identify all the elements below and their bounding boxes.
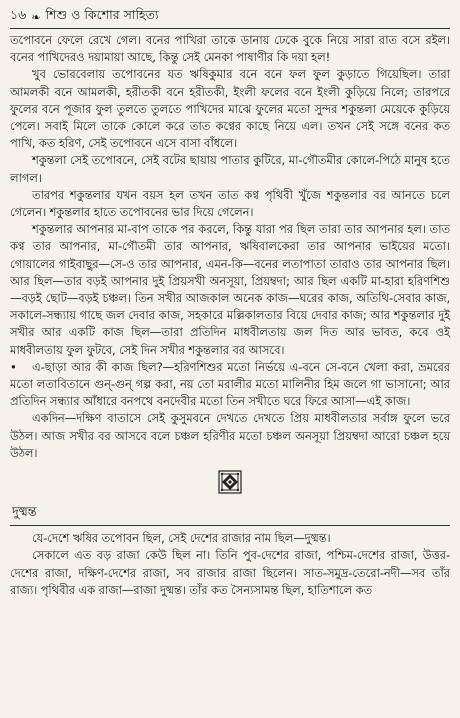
page-number: ১৬ bbox=[10, 7, 27, 22]
chapter-rule bbox=[10, 525, 450, 526]
bullet-dot-icon: • bbox=[10, 359, 17, 374]
chapter-paragraph-1: যে-দেশে ঋষির তপোবন ছিল, সেই দেশের রাজার নাম ছিল—দুষ্মন্ত। bbox=[32, 531, 331, 546]
paragraph-3: শকুন্তলা সেই তপোবনে, সেই বটের ছায়ায় পাতার কুটিরে, মা-গৌতমীর কোলে-পিঠে মানুষ হতে লাগল। bbox=[10, 153, 450, 185]
body-text bbox=[10, 32, 450, 599]
paragraph-4: তারপর শকুন্তলার যখন বয়স হল তখন তাত কণ্ব পৃথিবী খুঁজে শকুন্তলার বর আনতে চলে গেলেন। শকুন্তলার হাতে তপোবনের ভার দিয়ে গেলেন। bbox=[10, 187, 450, 220]
paragraph-6: এ-ছাড়া আর কী কাজ ছিল?—হরিণশিশুর মতো নির্ভয়ে এ-বনে সে-বনে খেলা করা, ভ্রমরের মতো লতাবিতানে গুন্-গুন্ গল্প করা, নয় তো মরালীর মতো মালিনীর হিম জলে গা ভাসানো; আর প্রতিদিন সন্ধ্যার আঁধারে বনপথে বনদেবীর মতো তিন সখীতে ঘরে ফিরে আসা—এই কাজ। bbox=[10, 359, 450, 409]
page-header bbox=[10, 6, 450, 29]
paragraph-6-wrapper bbox=[10, 359, 450, 411]
section-divider-icon bbox=[218, 470, 242, 494]
section-divider bbox=[10, 470, 450, 494]
chapter-title: দুষ্মন্ত bbox=[12, 505, 37, 521]
paragraph-5: শকুন্তলার আপনার মা-বাপ তাকে পর করলে, কিন্তু যারা পর ছিল তারা তার আপনার হল। তাত কণ্ব তার আপনার, মা-গৌতমী তার আপনার, ঋষিবালকেরা তার আপনার ভাইয়ের মতো। গোয়ালের গাইবাছুর—সে-ও তার আপনার, এমন-কি—বনের লতাপাতা তারাও তার আপনার ছিল। আর ছিল—তার বড়ই আপনার দুই প্রিয়সখী অনসূয়া, প্রিয়ম্বদা; আর ছিল একটি মা-হারা হরিণশিশু—বড়ই ছোট—বড়ই চঞ্চল। তিন সখীর আজকাল অনেক কাজ—ঘরের কাজ, অতিথি-সেবার কাজ, সকালে-সন্ধ্যায় গাছে জল দেবার কাজ, সহকারে মল্লিকালতার বিয়ে দেবার কাজ; আর শকুন্তলার দুই সখীর আর একটি কাজ ছিল—তারা প্রতিদিন মাধবীলতায় জল দিত আর ভাবত, কবে ওই মাধবীলতায় ফুল ফুটবে, সেই দিন সখীর শকুন্তলার বর আসবে। bbox=[10, 222, 450, 357]
leaf-ornament-icon: ❧ bbox=[31, 10, 41, 24]
paragraph-7: একদিন—দক্ষিণ বাতাসে সেই কুসুমবনে দেখতে দেখতে প্রিয় মাধবীলতার সর্বাঙ্গ ফুলে ভরে উঠল। আজ সখীর বর আসবে বলে চঞ্চল হরিণীর মতো চঞ্চল অনসূয়া প্রিয়ম্বদা আরো চঞ্চল হয়ে উঠল। bbox=[10, 411, 450, 460]
paragraph-2: খুব ভোরবেলায় তপোবনের যত ঋষিকুমার বনে বনে ফল ফুল কুড়াতে গিয়েছিল। তারা আমলকী বনে আমলকী, হরীতকী বনে হরীতকী, ইংলী ফলের বনে ইংলী কুড়িয়ে নিলে; তারপরে ফুলের বনে পূজার ফুল তুলতে তুলতে পাখিদের মাঝে ফুলের মতো সুন্দর শকুন্তলা মেয়েকে কুড়িয়ে পেলে। সবাই মিলে তাকে কোলে করে তাত কণ্বের কাছে নিয়ে এল। তখন সেই সঙ্গে বনের কত পাখি, কত হরিণ, সেই তপোবনে এসে বাসা বাঁধলে। bbox=[10, 67, 450, 151]
running-title: শিশু ও কিশোর সাহিত্য bbox=[45, 7, 159, 22]
chapter-paragraph-2: সেকালে এত বড় রাজা কেউ ছিল না। তিনি পুব-দেশের রাজা, পশ্চিম-দেশের রাজা, উত্তর-দেশের রাজা, দক্ষিণ-দেশের রাজা, সব রাজার রাজা ছিলেন। সাত-সমুদ্র-তেরো-নদী—সব তাঁর রাজ্য। পৃথিবীর এক রাজা—রাজা দুষ্মন্ত। তাঁর কত সৈন্যসামন্ত ছিল, হাতিশালে কত bbox=[10, 548, 450, 597]
paragraph-1: তপোবনে ফেলে রেখে গেল। বনের পাখিরা তাকে ডানায় ঢেকে বুকে নিয়ে সারা রাত বসে রইল। বনের পাখিদেরও দয়ামায়া আছে, কিন্তু সেই মেনকা পাষাণীর কি দয়া হল! bbox=[10, 33, 450, 65]
